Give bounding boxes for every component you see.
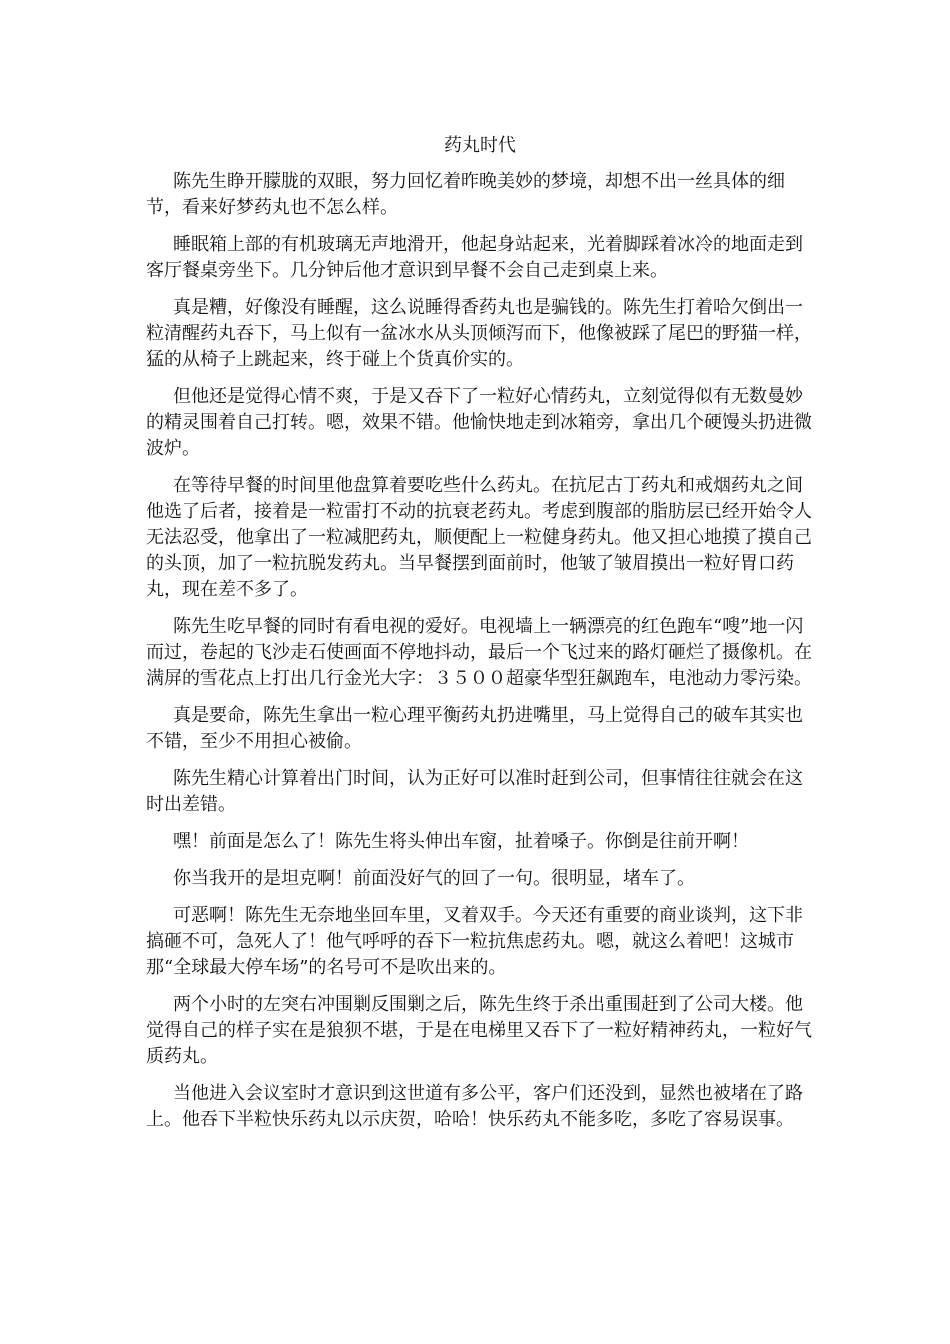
paragraph: 陈先生精心计算着出门时间，认为正好可以准时赶到公司，但事情往往就会在这时出差错。 xyxy=(146,768,803,815)
paragraph: 真是要命，陈先生拿出一粒心理平衡药丸扔进嘴里，马上觉得自己的破车其实也不错，至少不用担心被偷。 xyxy=(146,705,803,752)
paragraph: 但他还是觉得心情不爽，于是又吞下了一粒好心情药丸，立刻觉得似有无数曼妙的精灵围着自己打转。嗯，效果不错。他愉快地走到冰箱旁，拿出几个硬馒头扔进微波炉。 xyxy=(146,386,812,459)
document-title: 药丸时代 xyxy=(444,135,516,156)
paragraph: 当他进入会议室时才意识到这世道有多公平，客户们还没到，显然也被堵在了路上。他吞下半粒快乐药丸以示庆贺，哈哈！快乐药丸不能多吃，多吃了容易误事。 xyxy=(146,1083,803,1130)
paragraph: 两个小时的左突右冲围剿反围剿之后，陈先生终于杀出重围赶到了公司大楼。他觉得自己的样子实在是狼狈不堪，于是在电梯里又吞下了一粒好精神药丸，一粒好气质药丸。 xyxy=(146,994,812,1067)
paragraph: 嘿！前面是怎么了！陈先生将头伸出车窗，扯着嗓子。你倒是往前开啊！ xyxy=(173,831,749,852)
paragraph: 陈先生睁开朦胧的双眼，努力回忆着昨晚美妙的梦境，却想不出一丝具体的细节，看来好梦药丸也不怎么样。 xyxy=(146,171,785,218)
document-body xyxy=(146,133,814,1144)
paragraph: 睡眠箱上部的有机玻璃无声地滑开，他起身站起来，光着脚踩着冰冷的地面走到客厅餐桌旁坐下。几分钟后他才意识到早餐不会自己走到桌上来。 xyxy=(146,234,803,281)
paragraph: 陈先生吃早餐的同时有看电视的爱好。电视墙上一辆漂亮的红色跑车“嗖”地一闪而过，卷起的飞沙走石使画面不停地抖动，最后一个飞过来的路灯砸烂了摄像机。在满屏的雪花点上打出几行金光大字：３５００超豪华型狂飙跑车，电池动力零污染。 xyxy=(146,616,812,689)
paragraph: 在等待早餐的时间里他盘算着要吃些什么药丸。在抗尼古丁药丸和戒烟药丸之间他选了后者，接着是一粒雷打不动的抗衰老药丸。考虑到腹部的脂肪层已经开始令人无法忍受，他拿出了一粒减肥药丸，顺便配上一粒健身药丸。他又担心地摸了摸自己的头顶，加了一粒抗脱发药丸。当早餐摆到面前时，他皱了皱眉摸出一粒好胃口药丸，现在差不多了。 xyxy=(146,475,812,600)
paragraph: 你当我开的是坦克啊！前面没好气的回了一句。很明显，堵车了。 xyxy=(173,868,695,889)
paragraph: 可恶啊！陈先生无奈地坐回车里，叉着双手。今天还有重要的商业谈判，这下非搞砸不可，急死人了！他气呼呼的吞下一粒抗焦虑药丸。嗯，就这么着吧！这城市那“全球最大停车场”的名号可不是吹出来的。 xyxy=(146,905,803,978)
paragraph: 真是糟，好像没有睡醒，这么说睡得香药丸也是骗钱的。陈先生打着哈欠倒出一粒清醒药丸吞下，马上似有一盆冰水从头顶倾泻而下，他像被踩了尾巴的野猫一样，猛的从椅子上跳起来，终于碰上个货真价实的。 xyxy=(146,297,812,370)
